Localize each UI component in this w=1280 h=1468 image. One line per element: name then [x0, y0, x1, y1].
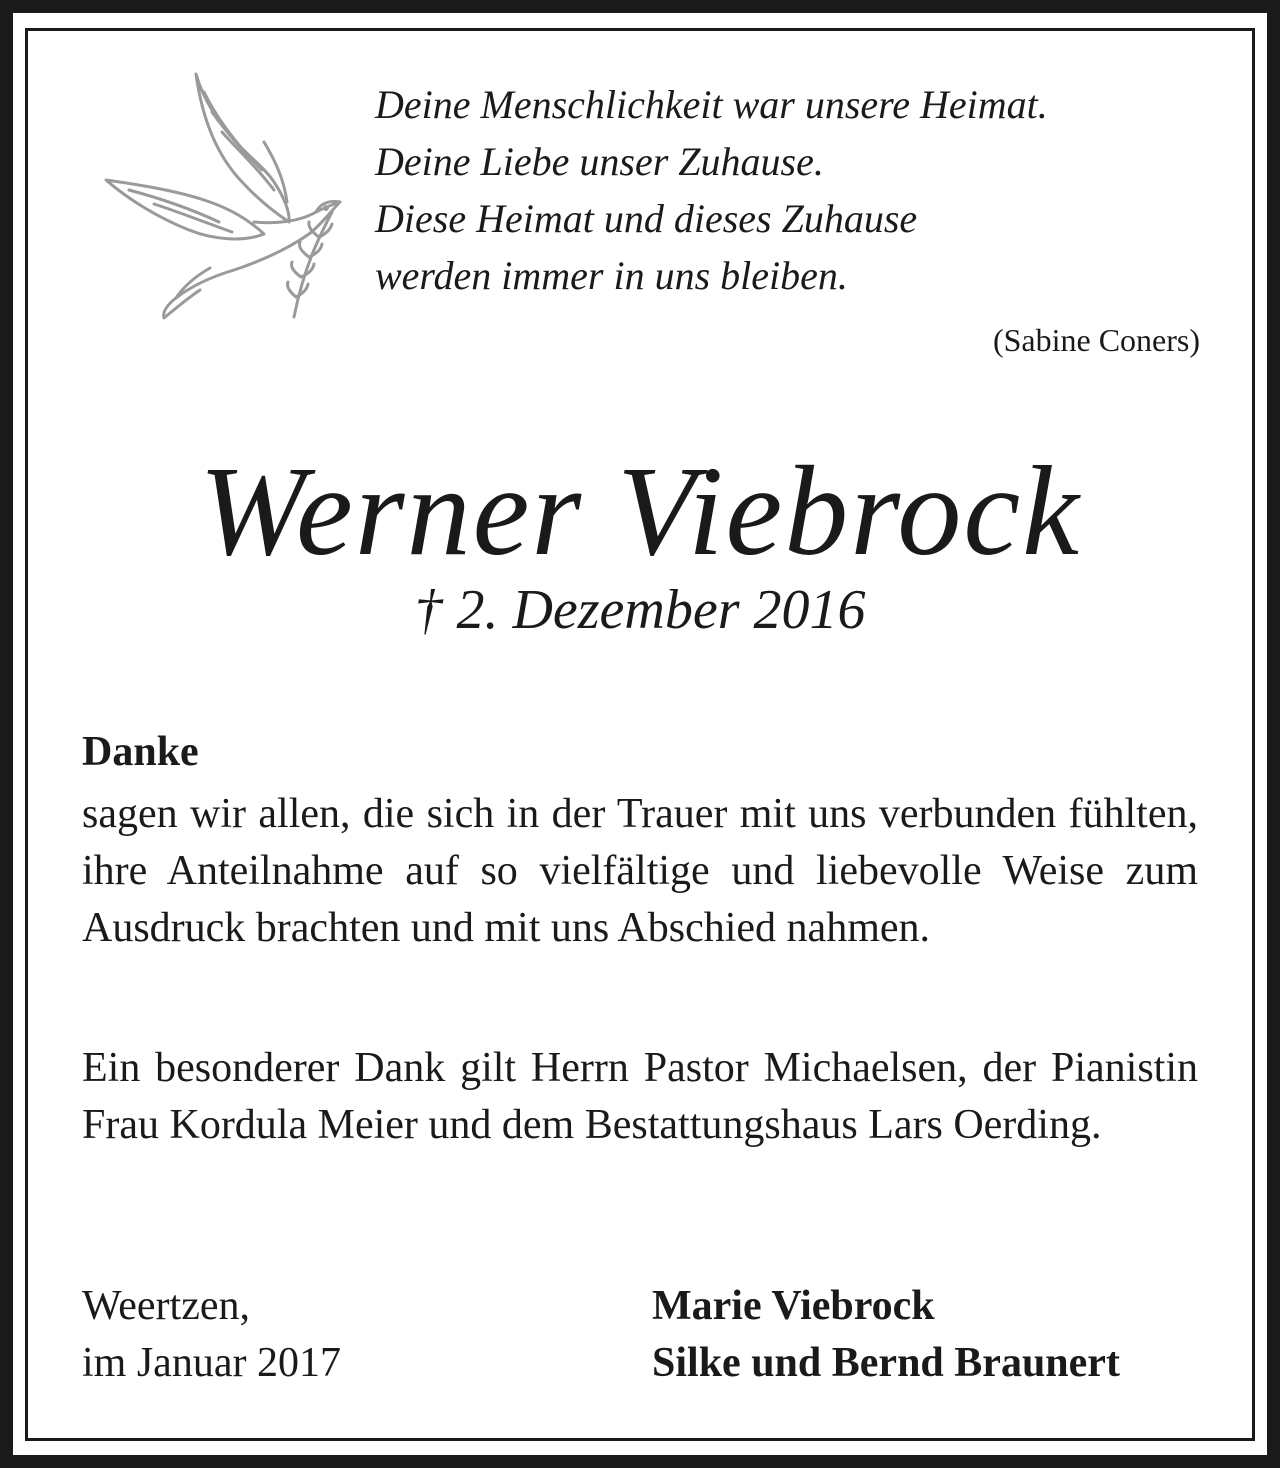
place-date: [82, 1278, 341, 1392]
verse-line: Deine Liebe unser Zuhause.: [375, 139, 824, 184]
thanks-heading: Danke: [82, 729, 199, 775]
thanks-paragraph: sagen wir allen, die sich in der Trauer mit uns verbunden fühlten, ihre Anteilnahme auf so vielfältige und liebevolle Weise zum Ausdruck brachten und mit uns Abschied nahmen.: [82, 791, 1198, 951]
verse-line: Diese Heimat und dieses Zuhause: [375, 196, 918, 241]
deceased-name: Werner Viebrock: [199, 440, 1081, 582]
death-date: † 2. Dezember 2016: [414, 579, 866, 641]
date: im Januar 2017: [82, 1340, 341, 1386]
verse-line: werden immer in uns bleiben.: [375, 253, 848, 298]
verse-author: (Sabine Coners): [992, 322, 1200, 358]
signer: Silke und Bernd Braunert: [652, 1340, 1120, 1386]
dove-icon: [104, 72, 344, 322]
verse-line: Deine Menschlichkeit war unsere Heimat.: [375, 82, 1048, 127]
signers: [652, 1278, 1120, 1392]
verse: [375, 76, 1215, 304]
signer: Marie Viebrock: [652, 1283, 935, 1329]
place: Weertzen,: [82, 1283, 250, 1329]
special-thanks-paragraph: Ein besonderer Dank gilt Herrn Pastor Michaelsen, der Pianistin Frau Kordula Meier und dem Bestattungshaus Lars Oerding.: [82, 1045, 1198, 1148]
